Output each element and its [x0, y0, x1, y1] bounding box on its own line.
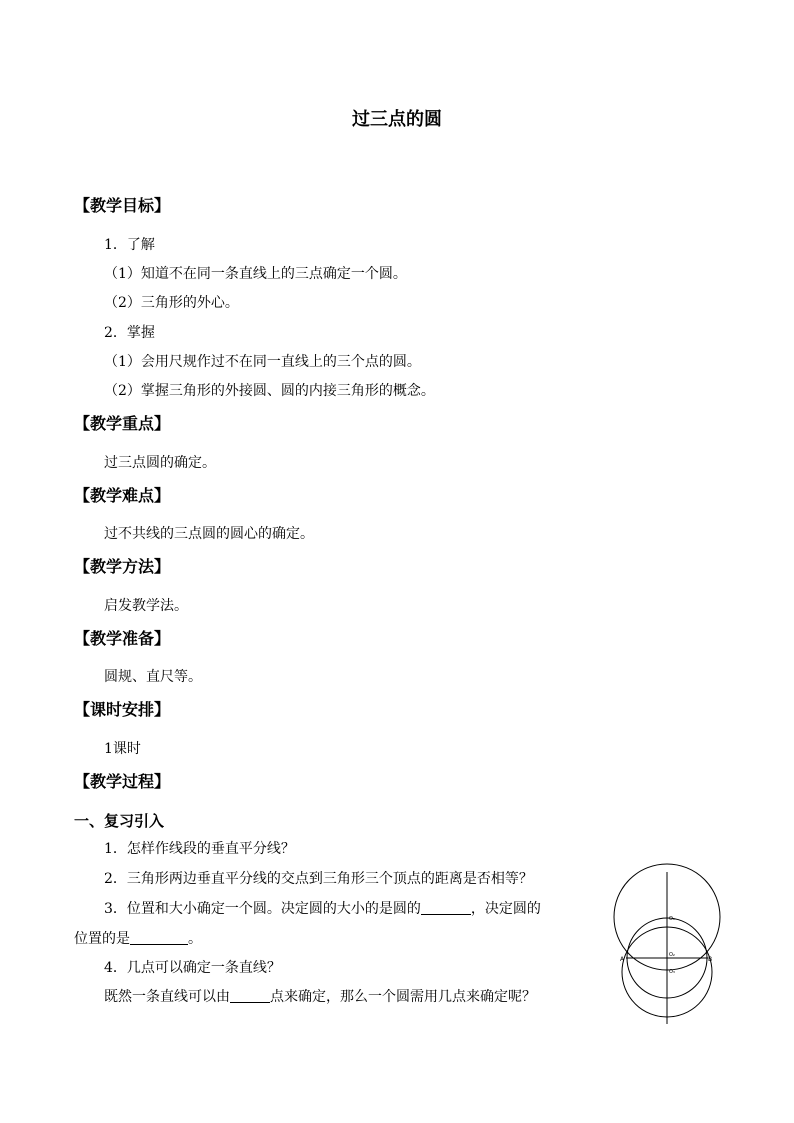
- review-question-5-part-b: 点来确定，那么一个圆需用几点来确定呢？: [270, 989, 536, 1005]
- label-o2: O₂: [669, 952, 675, 958]
- objective-item: （2）三角形的外心。: [104, 295, 239, 311]
- review-question-2: 2．三角形两边垂直平分线的交点到三角形三个顶点的距离是否相等？: [104, 871, 533, 887]
- review-question-4: 4．几点可以确定一条直线？: [104, 960, 281, 976]
- method-text: 启发教学法。: [104, 598, 188, 614]
- difficulty-heading: 【教学难点】: [74, 486, 171, 505]
- review-question-3: [104, 898, 541, 918]
- review-question-3-part-c: 位置的是: [74, 931, 130, 947]
- review-question-5-part-a: 既然一条直线可以由: [104, 989, 230, 1005]
- objectives-heading: 【教学目标】: [74, 196, 171, 215]
- review-question-3-part-d: 。: [188, 931, 202, 947]
- objective-item: （2）掌握三角形的外接圆、圆的内接三角形的概念。: [104, 383, 435, 399]
- label-o3: O₃: [669, 969, 675, 975]
- review-question-5: [104, 986, 536, 1006]
- review-heading: 一、复习引入: [74, 812, 165, 830]
- fill-blank: [230, 988, 270, 1003]
- label-o1: O₁: [669, 916, 675, 922]
- circles-through-two-points-figure: [612, 862, 724, 1028]
- fill-blank: [130, 930, 188, 945]
- page-title: 过三点的圆: [352, 109, 442, 130]
- objective-item: 2．掌握: [104, 325, 155, 341]
- objective-item: （1）知道不在同一条直线上的三点确定一个圆。: [104, 266, 407, 282]
- review-question-1: 1．怎样作线段的垂直平分线？: [104, 841, 295, 857]
- label-a: A: [620, 956, 625, 963]
- difficulty-text: 过不共线的三点圆的圆心的确定。: [104, 526, 314, 542]
- preparation-heading: 【教学准备】: [74, 629, 171, 648]
- review-question-3-part-a: 3．位置和大小确定一个圆。决定圆的大小的是圆的: [104, 901, 421, 917]
- schedule-text: 1课时: [104, 741, 141, 757]
- review-question-3-part-b: ，决定圆的: [470, 901, 541, 917]
- key-point-text: 过三点圆的确定。: [104, 455, 216, 471]
- review-question-3-cont: [74, 928, 202, 948]
- process-heading: 【教学过程】: [74, 772, 171, 791]
- method-heading: 【教学方法】: [74, 557, 171, 576]
- objective-item: （1）会用尺规作过不在同一直线上的三个点的圆。: [104, 354, 421, 370]
- objective-item: 1．了解: [104, 237, 155, 253]
- fill-blank: [421, 900, 471, 915]
- key-point-heading: 【教学重点】: [74, 414, 171, 433]
- schedule-heading: 【课时安排】: [74, 700, 171, 719]
- label-b: B: [708, 956, 713, 963]
- preparation-text: 圆规、直尺等。: [104, 669, 202, 685]
